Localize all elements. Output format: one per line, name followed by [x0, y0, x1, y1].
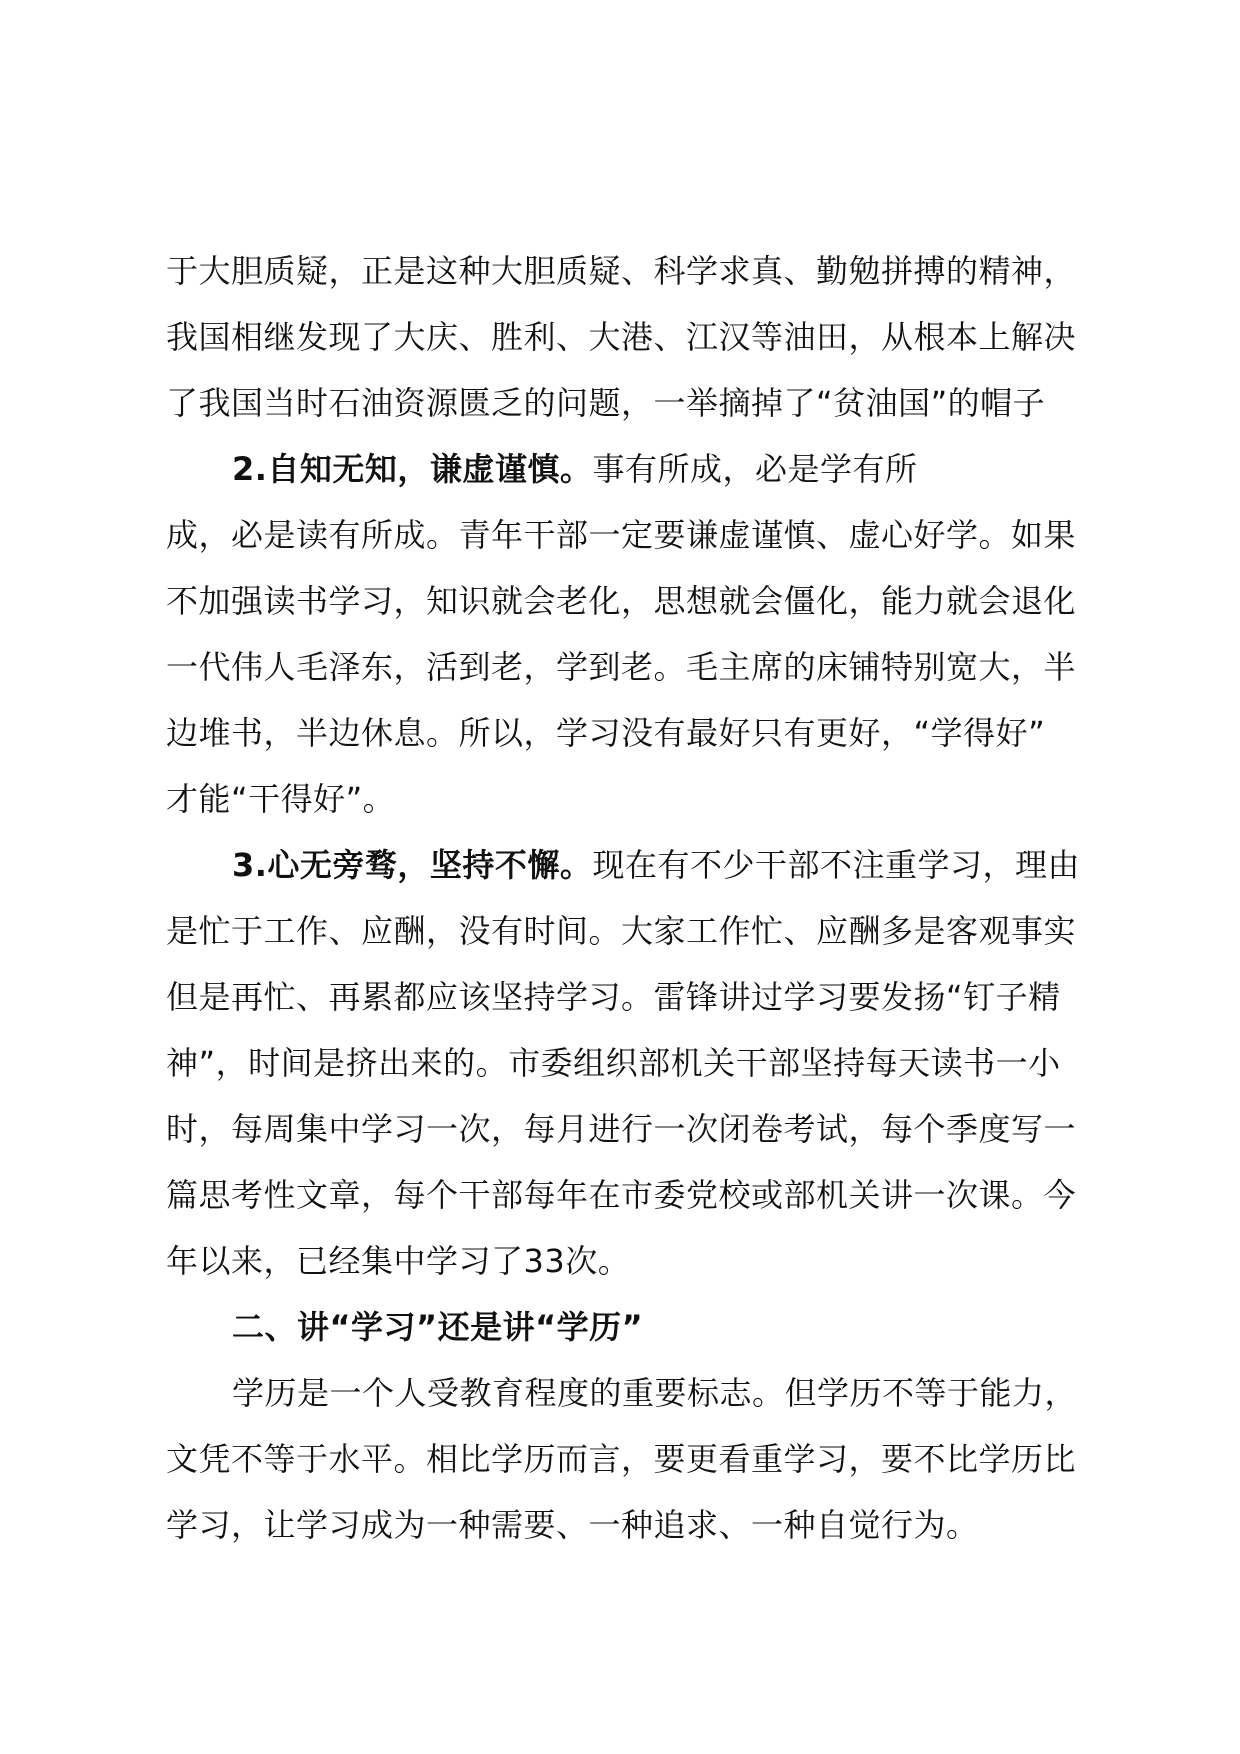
- body-line: [166, 964, 1096, 1030]
- line-text: 事有所成，必是学有所: [592, 450, 918, 488]
- section-heading-line: [166, 1294, 1096, 1360]
- paragraph-start-line: [166, 1360, 1096, 1426]
- line-text: 一代伟人毛泽东，活到老，学到老。毛主席的床铺特别宽大，半: [166, 648, 1077, 686]
- body-line: [166, 1228, 1096, 1294]
- line-text: 时，每周集中学习一次，每月进行一次闭卷考试，每个季度写一: [166, 1110, 1077, 1148]
- section-lead-bold: 3.心无旁骛，坚持不懈。: [232, 846, 593, 884]
- body-line: [166, 568, 1096, 634]
- body-line: [166, 1162, 1096, 1228]
- line-text: 文凭不等于水平。相比学历而言，要更看重学习，要不比学历比: [166, 1440, 1077, 1478]
- body-line: [166, 1426, 1096, 1492]
- line-text: 现在有不少干部不注重学习，理由: [592, 846, 1080, 884]
- line-text: 于大胆质疑，正是这种大胆质疑、科学求真、勤勉拼搏的精神，: [166, 252, 1077, 290]
- line-text: 了我国当时石油资源匮乏的问题，一举摘掉了“贫油国”的帽子: [166, 384, 1046, 422]
- body-line: [166, 766, 1096, 832]
- body-line: [166, 898, 1096, 964]
- body-line: [166, 502, 1096, 568]
- line-text: 边堆书，半边休息。所以，学习没有最好只有更好，“学得好”: [166, 714, 1046, 752]
- paragraph-start-line: [166, 436, 1096, 502]
- paragraph-start-line: [166, 832, 1096, 898]
- line-text: 是忙于工作、应酬，没有时间。大家工作忙、应酬多是客观事实: [166, 912, 1077, 950]
- document-body: [166, 238, 1096, 1558]
- section-heading: 二、讲“学习”还是讲“学历”: [232, 1308, 644, 1346]
- body-line: [166, 634, 1096, 700]
- body-line: [166, 238, 1096, 304]
- body-line: [166, 1096, 1096, 1162]
- line-text: 学历是一个人受教育程度的重要标志。但学历不等于能力，: [232, 1374, 1078, 1412]
- body-line: [166, 304, 1096, 370]
- line-text: 但是再忙、再累都应该坚持学习。雷锋讲过学习要发扬“钉子精: [166, 978, 1061, 1016]
- line-text: 才能“干得好”。: [166, 780, 396, 818]
- body-line: [166, 700, 1096, 766]
- line-text: 神”，时间是挤出来的。市委组织部机关干部坚持每天读书一小: [166, 1044, 1061, 1082]
- line-text: 成，必是读有所成。青年干部一定要谦虚谨慎、虚心好学。如果: [166, 516, 1077, 554]
- body-line: [166, 1030, 1096, 1096]
- body-line: [166, 370, 1096, 436]
- line-text: 学习，让学习成为一种需要、一种追求、一种自觉行为。: [166, 1506, 979, 1544]
- section-lead-bold: 2.自知无知，谦虚谨慎。: [232, 450, 593, 488]
- line-text: 我国相继发现了大庆、胜利、大港、江汉等油田，从根本上解决: [166, 318, 1077, 356]
- line-text: 年以来，已经集中学习了33次。: [166, 1242, 631, 1280]
- body-line: [166, 1492, 1096, 1558]
- line-text: 篇思考性文章，每个干部每年在市委党校或部机关讲一次课。今: [166, 1176, 1077, 1214]
- line-text: 不加强读书学习，知识就会老化，思想就会僵化，能力就会退化: [166, 582, 1077, 620]
